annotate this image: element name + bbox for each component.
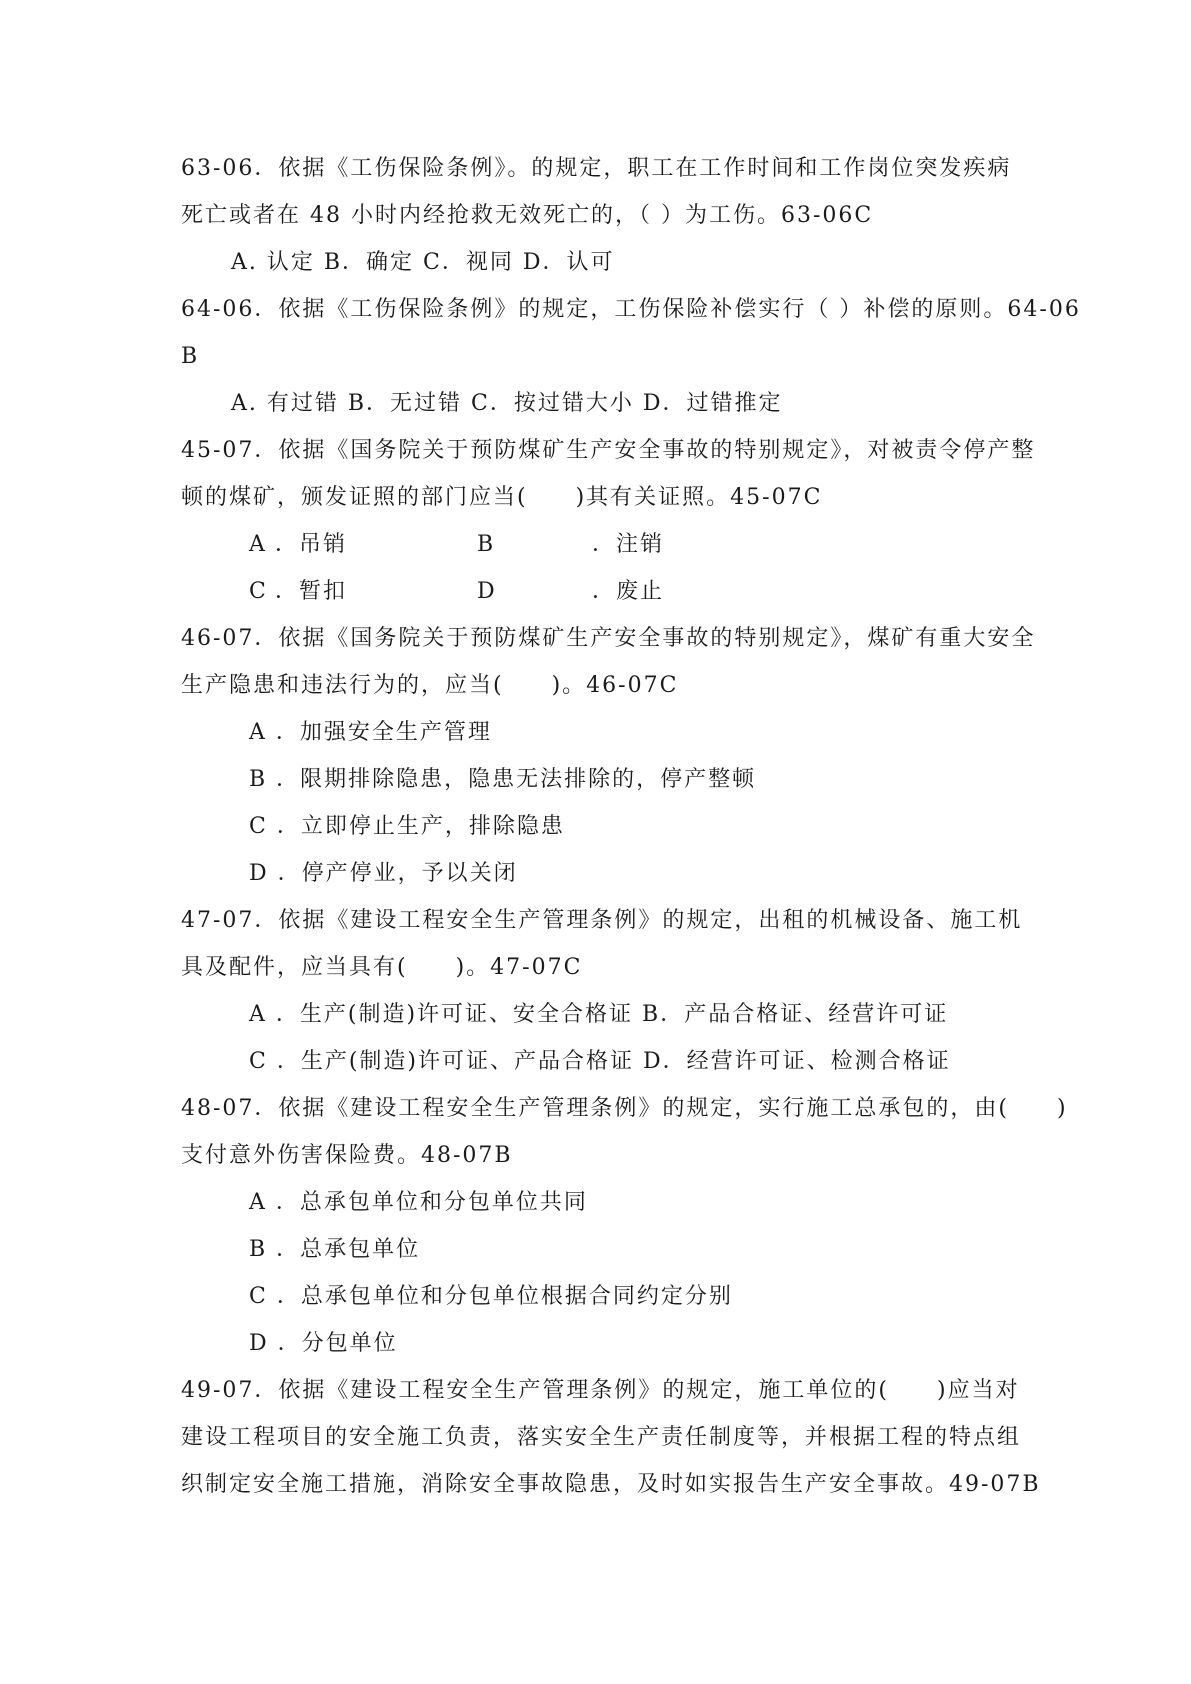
question-46-line-2: 生产隐患和违法行为的，应当( )。46-07C <box>181 673 679 698</box>
question-46-line-1: 46-07．依据《国务院关于预防煤矿生产安全事故的特别规定》，煤矿有重大安全 <box>181 626 1036 651</box>
question-45-options-row-2 <box>181 568 1021 615</box>
question-63-line-2: 死亡或者在 48 小时内经抢救无效死亡的，（ ）为工伤。63-06C <box>181 203 874 228</box>
question-45-line-2: 顿的煤矿，颁发证照的部门应当( )其有关证照。45-07C <box>181 485 823 510</box>
question-48-option-a: A ．总承包单位和分包单位共同 <box>249 1190 588 1215</box>
question-47-options-ab: A ．生产(制造)许可证、安全合格证 B．产品合格证、经营许可证 <box>249 1002 949 1027</box>
option-b-letter: B <box>477 532 496 557</box>
option-b-text: ．注销 <box>592 532 665 557</box>
document-page <box>181 145 1081 1508</box>
question-46-option-d: D ．停产停业，予以关闭 <box>249 861 518 886</box>
question-64-line-2: B <box>181 344 200 369</box>
question-63-line-1: 63-06．依据《工伤保险条例》。的规定，职工在工作时间和工作岗位突发疾病 <box>181 156 1012 181</box>
question-47-options-cd: C ．生产(制造)许可证、产品合格证 D．经营许可证、检测合格证 <box>249 1049 951 1074</box>
question-48-option-d: D ．分包单位 <box>249 1331 398 1356</box>
option-a-text: ．吊销 <box>275 532 348 557</box>
question-49-line-1: 49-07．依据《建设工程安全生产管理条例》的规定，施工单位的( )应当对 <box>181 1378 1020 1403</box>
question-48-option-b: B ．总承包单位 <box>249 1237 421 1262</box>
question-46-option-a: A ．加强安全生产管理 <box>249 720 492 745</box>
option-c-letter: C <box>249 579 268 604</box>
question-46-option-b: B ．限期排除隐患，隐患无法排除的，停产整顿 <box>249 767 757 792</box>
question-47-line-1: 47-07．依据《建设工程安全生产管理条例》的规定，出租的机械设备、施工机 <box>181 908 1023 933</box>
question-47-line-2: 具及配件，应当具有( )。47-07C <box>181 955 583 980</box>
question-64-options: A. 有过错 B．无过错 C．按过错大小 D．过错推定 <box>231 391 783 416</box>
question-45-line-1: 45-07．依据《国务院关于预防煤矿生产安全事故的特别规定》，对被责令停产整 <box>181 438 1036 463</box>
option-c-text: ．暂扣 <box>275 579 348 604</box>
question-45-options-row-1 <box>181 521 1021 568</box>
question-64-line-1: 64-06．依据《工伤保险条例》的规定，工伤保险补偿实行（ ）补偿的原则。64-06 <box>181 297 1081 322</box>
option-a-letter: A <box>249 532 267 557</box>
question-49-line-2: 建设工程项目的安全施工负责，落实安全生产责任制度等，并根据工程的特点组 <box>181 1425 1022 1450</box>
question-63-options: A. 认定 B．确定 C．视同 D．认可 <box>231 250 615 275</box>
question-48-line-1: 48-07．依据《建设工程安全生产管理条例》的规定，实行施工总承包的，由( ) <box>181 1096 1068 1121</box>
question-46-option-c: C ．立即停止生产，排除隐患 <box>249 814 565 839</box>
question-48-option-c: C ．总承包单位和分包单位根据合同约定分别 <box>249 1284 733 1309</box>
option-d-letter: D <box>477 579 497 604</box>
option-d-text: ．废止 <box>592 579 665 604</box>
question-49-line-3: 织制定安全施工措施，消除安全事故隐患，及时如实报告生产安全事故。49-07B <box>181 1472 1041 1497</box>
question-48-line-2: 支付意外伤害保险费。48-07B <box>181 1143 513 1168</box>
